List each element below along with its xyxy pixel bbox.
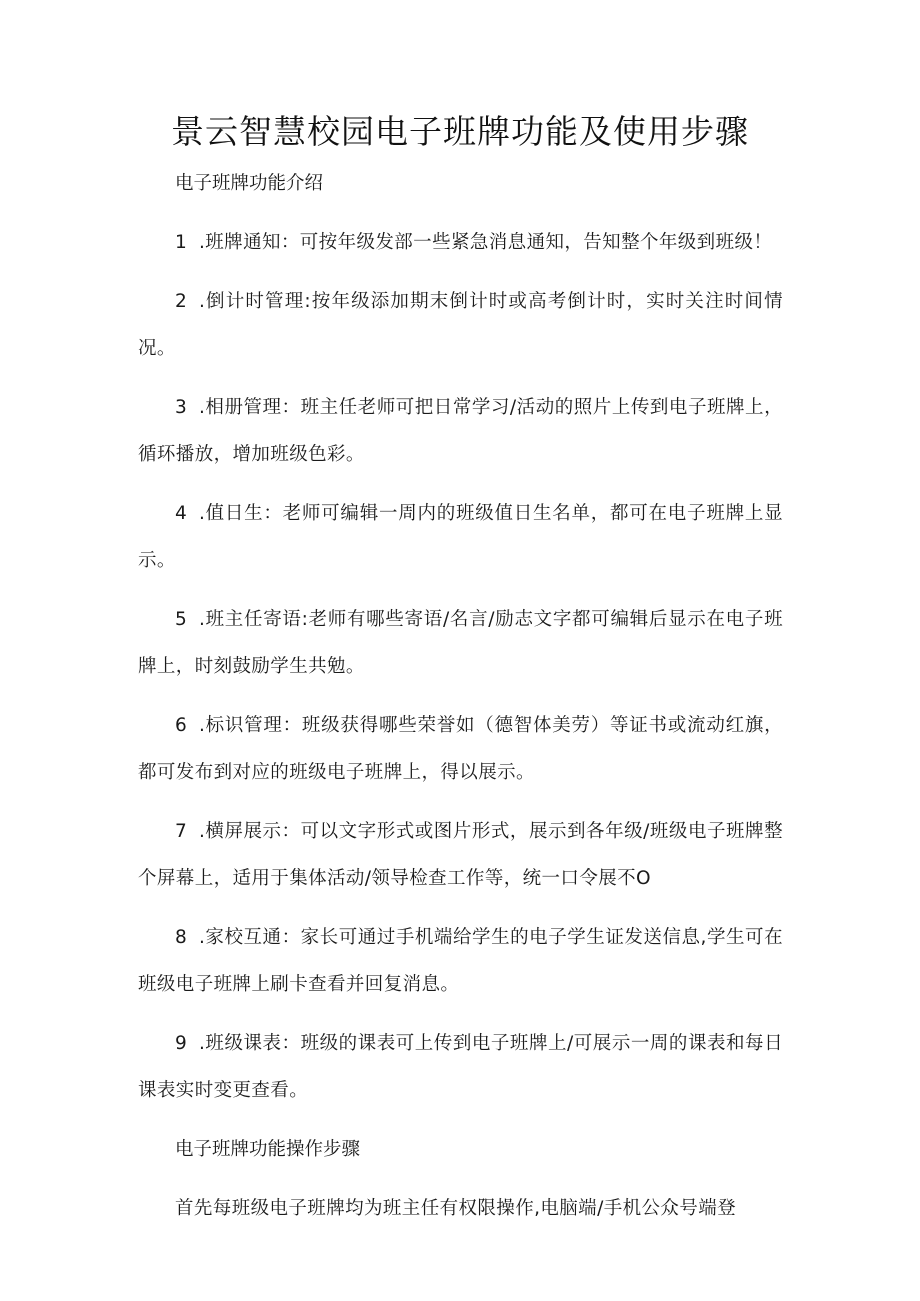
item-number: 5	[175, 609, 188, 630]
item-text: .相册管理：班主任老师可把日常学习/活动的照片上传到电子班牌上，循环播放，增加班级色彩。	[138, 397, 783, 465]
item-number: 6	[175, 715, 188, 736]
item-text: .班级课表：班级的课表可上传到电子班牌上/可展示一周的课表和每日课表实时变更查看。	[138, 1033, 783, 1101]
body-paragraph: 首先每班级电子班牌均为班主任有权限操作,电脑端/手机公众号端登	[175, 1198, 737, 1219]
item-text: .班牌通知：可按年级发部一些紧急消息通知，告知整个年级到班级！	[199, 232, 773, 253]
section-heading-steps: 电子班牌功能操作步骤	[175, 1139, 361, 1160]
item-number: 1	[175, 232, 188, 253]
item-text: .班主任寄语:老师有哪些寄语/名言/励志文字都可编辑后显示在电子班牌上，时刻鼓励学生共勉。	[138, 609, 783, 677]
document-body	[138, 160, 783, 1232]
list-item	[138, 914, 783, 1008]
list-item	[138, 808, 783, 902]
item-number: 7	[175, 821, 188, 842]
item-number: 3	[175, 397, 188, 418]
page-title: 景云智慧校园电子班牌功能及使用步骤	[171, 112, 749, 151]
list-item	[138, 702, 783, 796]
item-number: 8	[175, 927, 188, 948]
list-item	[138, 1020, 783, 1114]
list-item	[138, 278, 783, 372]
list-item	[138, 596, 783, 690]
item-text: .横屏展示：可以文字形式或图片形式，展示到各年级/班级电子班牌整个屏幕上，适用于集体活动/领导检查工作等，统一口令展不O	[138, 821, 783, 889]
item-number: 9	[175, 1033, 188, 1054]
item-number: 2	[175, 291, 188, 312]
item-text: .家校互通：家长可通过手机端给学生的电子学生证发送信息,学生可在班级电子班牌上刷卡查看并回复消息。	[138, 927, 783, 995]
item-text: .值日生：老师可编辑一周内的班级值日生名单，都可在电子班牌上显示。	[138, 503, 783, 571]
item-text: .倒计时管理:按年级添加期末倒计时或高考倒计时，实时关注时间情况。	[138, 291, 783, 359]
item-text: .标识管理：班级获得哪些荣誉如（德智体美劳）等证书或流动红旗，都可发布到对应的班级电子班牌上，得以展示。	[138, 715, 783, 783]
item-number: 4	[175, 503, 188, 524]
list-item	[138, 219, 783, 266]
list-item	[138, 490, 783, 584]
list-item	[138, 384, 783, 478]
section-heading-intro: 电子班牌功能介绍	[175, 173, 324, 194]
